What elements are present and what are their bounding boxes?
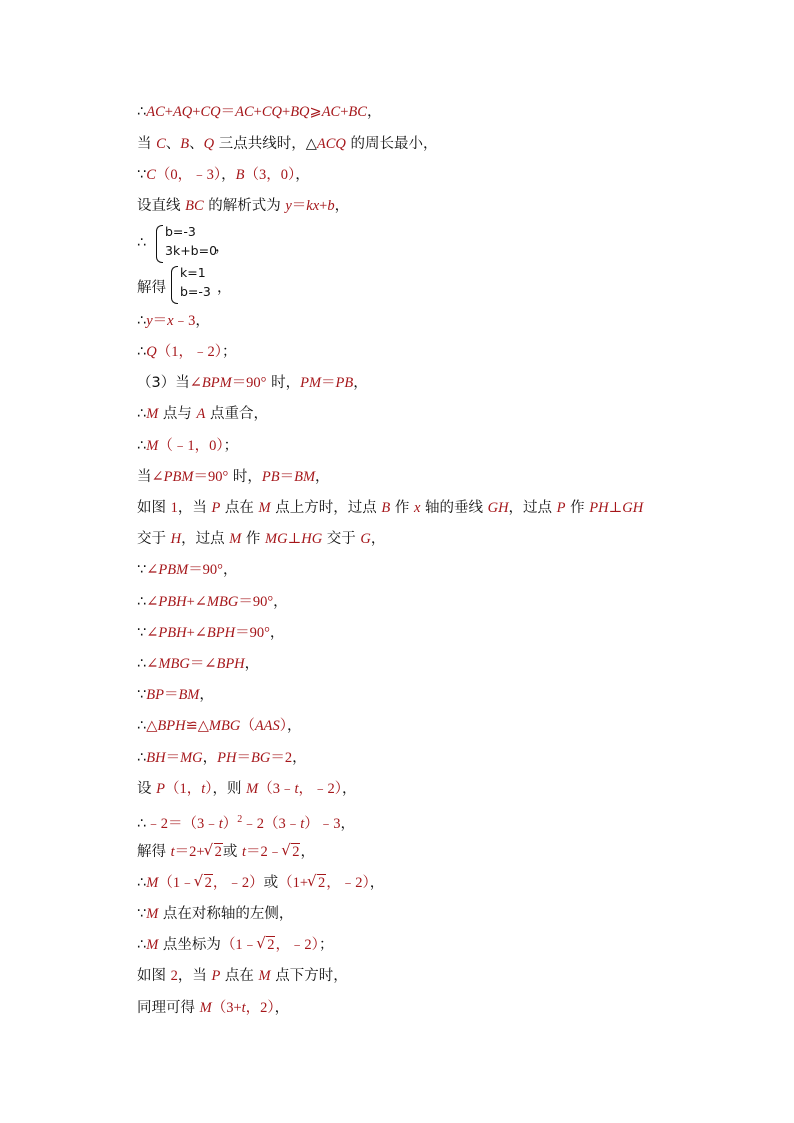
equation-system-1 bbox=[137, 225, 257, 265]
text-line: 如图 1，当 P 点在 M 点上方时，过点 B 作 x 轴的垂线 GH，过点 P 作 PH⊥GH bbox=[137, 500, 644, 516]
text-line: ∴M 点与 A 点重合， bbox=[137, 406, 269, 422]
equation-system-2 bbox=[137, 266, 257, 306]
text-line: ∴﹣2＝（3﹣t）$^2$﹣2（3﹣t）﹣3， bbox=[137, 814, 356, 832]
sqrt-icon: √ 2 bbox=[308, 870, 326, 896]
text-line: 交于 H，过点 M 作 MG⊥HG 交于 G， bbox=[137, 531, 386, 547]
system-row: 3k+b=0 bbox=[165, 243, 218, 258]
text-line: ∴Q（1，﹣2）； bbox=[137, 344, 237, 360]
sqrt-icon: √ 2 bbox=[257, 932, 275, 958]
text-line: ∵C（0，﹣3），B（3，0）， bbox=[137, 167, 310, 183]
text-line: ∵∠PBM＝90°， bbox=[137, 562, 238, 578]
text-line: 如图 2，当 P 点在 M 点下方时， bbox=[137, 968, 348, 984]
sqrt-icon: √ 2 bbox=[195, 870, 213, 896]
text-line: ∵BP＝BM， bbox=[137, 687, 214, 703]
system-suffix: ， bbox=[215, 239, 230, 255]
text-line: ∵∠PBH+∠BPH＝90°， bbox=[137, 625, 285, 641]
text-line: ∴y＝x﹣3， bbox=[137, 313, 210, 329]
text-line: ∴△BPH≌△MBG（AAS）， bbox=[137, 718, 302, 734]
sqrt-icon: √ 2 bbox=[205, 839, 223, 865]
system-row: k=1 bbox=[180, 265, 206, 280]
text-line: ∴∠PBH+∠MBG＝90°， bbox=[137, 594, 288, 610]
system-row: b=-3 bbox=[180, 284, 211, 299]
left-brace-icon bbox=[156, 225, 163, 263]
text-line: ∴BH＝MG，PH＝BG＝2， bbox=[137, 750, 307, 766]
system-prefix: 解得 bbox=[137, 280, 166, 296]
text-line: ∴AC+AQ+CQ＝AC+CQ+BQ⩾AC+BC， bbox=[137, 104, 382, 120]
text-line: ∴M 点坐标为（1﹣√ 2，﹣2）； bbox=[137, 932, 333, 958]
sqrt-icon: √ 2 bbox=[282, 839, 300, 865]
text-line: 当 C、B、Q 三点共线时，△ACQ 的周长最小， bbox=[137, 136, 438, 152]
system-suffix: ， bbox=[217, 280, 232, 296]
text-line: 设直线 BC 的解析式为 y＝kx+b， bbox=[137, 198, 350, 214]
system-prefix: ∴ bbox=[137, 235, 147, 251]
text-line: ∴M（1﹣√ 2，﹣2）或（1+√ 2，﹣2）， bbox=[137, 870, 384, 896]
text-line: （3）当∠BPM＝90° 时，PM＝PB， bbox=[137, 375, 368, 391]
left-brace-icon bbox=[171, 266, 178, 304]
text-line: 解得 t＝2+√ 2或 t＝2﹣√ 2， bbox=[137, 839, 315, 865]
text-line: 同理可得 M（3+t，2）， bbox=[137, 1000, 290, 1016]
text-line: ∴M（﹣1，0）； bbox=[137, 438, 239, 454]
system-row: b=-3 bbox=[165, 224, 196, 239]
text-line: ∴∠MBG＝∠BPH， bbox=[137, 656, 260, 672]
text-line: 设 P（1，t），则 M（3﹣t，﹣2）， bbox=[137, 781, 357, 797]
text-line: 当∠PBM＝90° 时，PB＝BM， bbox=[137, 469, 330, 485]
text-line: ∵M 点在对称轴的左侧， bbox=[137, 906, 294, 922]
